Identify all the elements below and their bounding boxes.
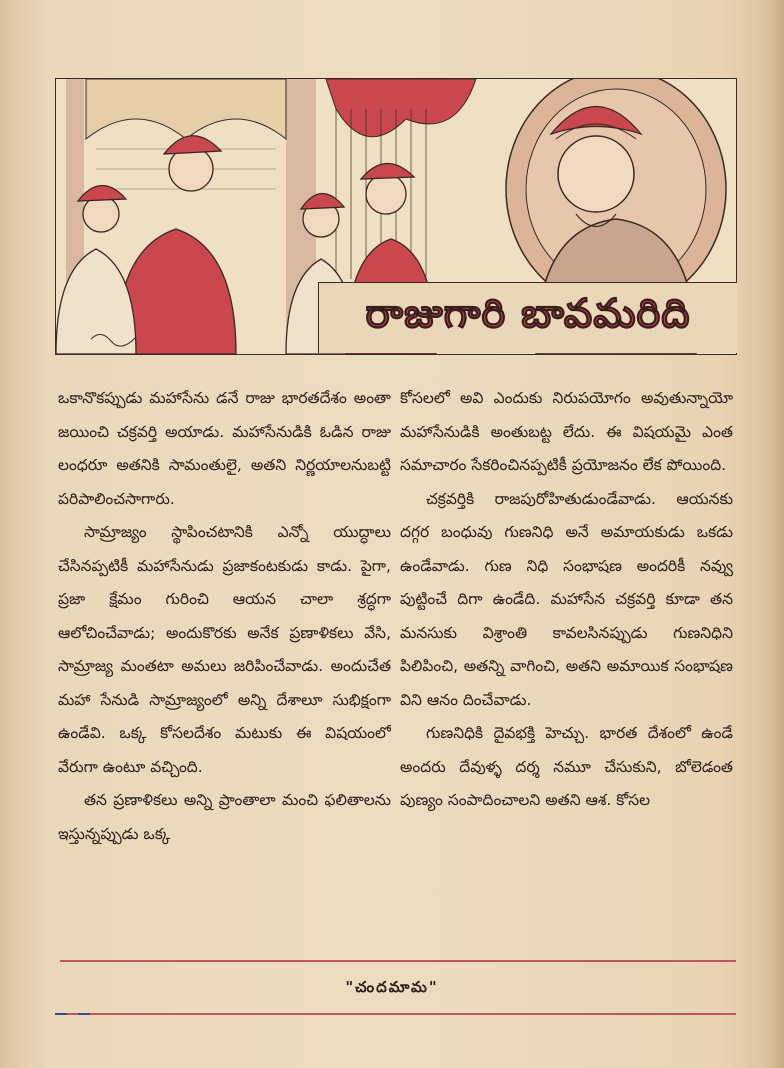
footer-rule-bottom — [60, 1013, 736, 1015]
footer-magazine-name: "చందమామ" — [345, 978, 439, 996]
paragraph: సామ్రాజ్యం స్థాపించటానికి ఎన్నో యుద్ధాలు చేసినప్పటికీ మహాసేనుడు ప్రజాకంటకుడు కాడు. పైగా, ప్రజా క్షేమం గురించి ఆయన చాలా శ్రద్ధగా ఆలోచించేవాడు; అందుకొరకు అనేక ప్రణాళికలు వేసి, సామ్రాజ్య మంతటా అమలు జరిపించేవాడు. అందుచేత మహా సేనుడి సామ్రాజ్యంలో అన్ని దేశాలూ సుభిక్షంగా ఉండేవి. ఒక్క కోసలదేశం మటుకు ఈ విషయంలో వేరుగా ఉంటూ వచ్చింది. — [58, 523, 391, 776]
title-panel — [318, 282, 737, 353]
paragraph: గుణనిధికి దైవభక్తి హెచ్చు. భారత దేశంలో ఉండే అందరు దేవుళ్ళ దర్శ నమూ చేసుకుని, బోలెడంత పుణ్యం సంపాదించాలని అతని ఆశ. కోసల — [400, 724, 733, 809]
page-edge — [770, 0, 784, 1068]
paragraph: ఒకానొకప్పుడు మహాసేను డనే రాజు భారతదేశం అంతా జయించి చక్రవర్తి అయాడు. మహాసేనుడికి ఓడిన రాజు లంధరూ అతనికి సామంతులై, అతని నిర్ణయాలనుబట్టి పరిపాలించసాగారు. — [58, 389, 391, 508]
text-column-left — [58, 382, 391, 942]
story-title: రాజుగారి బావమరిది — [365, 289, 691, 337]
paragraph: తన ప్రణాళికలు అన్ని ప్రాంతాలా మంచి ఫలితాలను ఇస్తున్నప్పుడు ఒక్క — [58, 791, 391, 843]
paragraph: కోసలలో అవి ఎందుకు నిరుపయోగం అవుతున్నాయో మహాసేనుడికి అంతుబట్ట లేదు. ఈ విషయమై ఎంత సమాచారం సేకరించినప్పటికీ ప్రయోజనం లేక పోయింది. — [400, 389, 733, 474]
footer-rule-top — [60, 960, 736, 962]
paragraph: చక్రవర్తికి రాజపురోహితుడుండేవాడు. ఆయనకు దగ్గర బంధువు గుణనిధి అనే అమాయకుడు ఒకడు ఉండేవాడు. గుణ నిధి సంభాషణ అందరికీ నవ్వు పుట్టించే దిగా ఉండేది. మహాసేన చక్రవర్తి కూడా తన మనసుకు విశ్రాంతి కావలసినప్పుడు గుణనిధిని పిలిపించి, అతన్ని వాగించి, అతని అమాయిక సంభాషణ విని ఆనం దించేవాడు. — [400, 489, 733, 709]
ink-mark — [55, 1013, 67, 1015]
text-column-right — [400, 382, 733, 942]
ink-mark — [78, 1013, 90, 1015]
